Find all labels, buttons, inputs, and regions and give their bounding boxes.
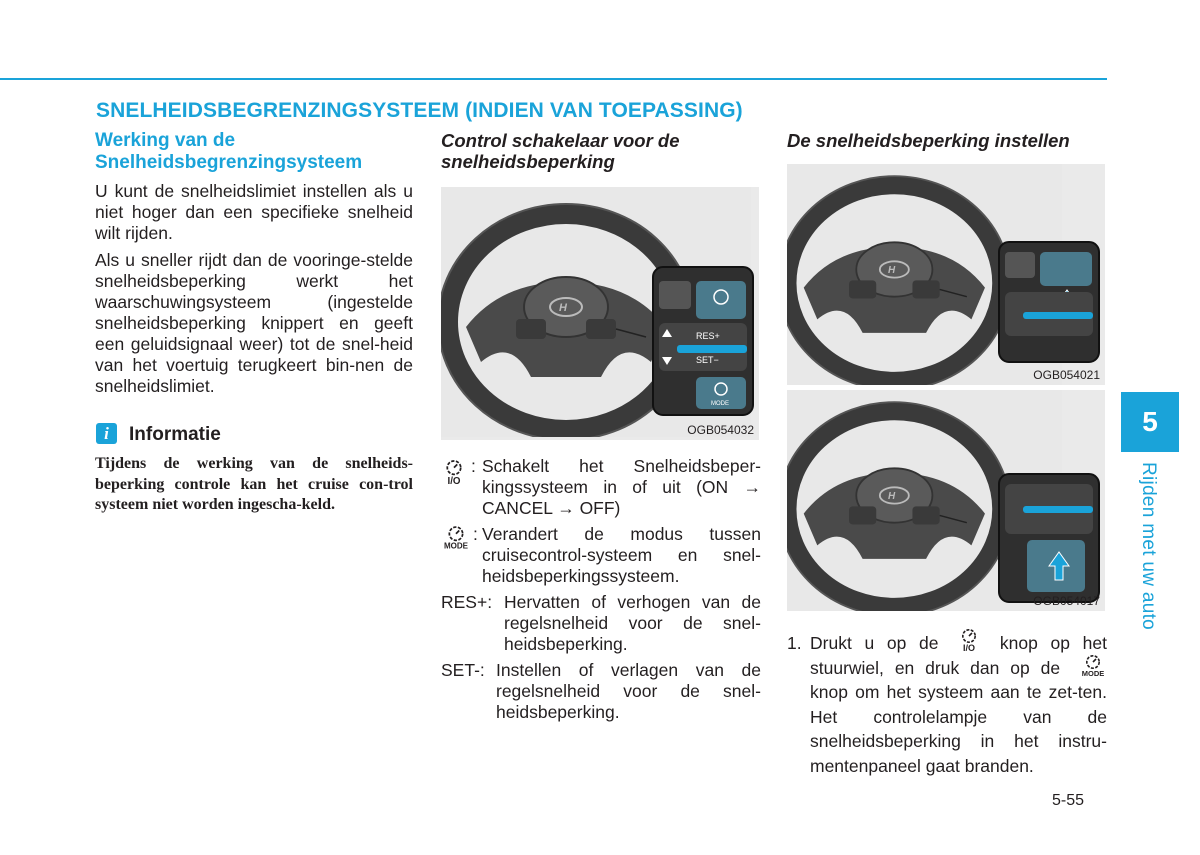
step-1 [787,631,1107,778]
definition-term: : [473,524,478,544]
definition-set [441,660,761,723]
top-rule [0,78,1107,80]
steering-wheel-illustration [787,164,1105,385]
definition-text: Instellen of verlagen van de regelsnelheid voor de snel-heidsbeperking. [496,660,761,722]
definition-res [441,592,761,655]
definition-term: : [471,456,476,476]
col3-heading: De snelheidsbeperking instellen [787,130,1070,151]
mode-icon [441,525,471,551]
chapter-tab: 5 [1121,392,1179,452]
steering-switch-figure [441,187,759,440]
step-text-part3: knop om het systeem aan te zet-ten. Het controlelampje van de snelheidsbeperking in het instru-mentenpaneel gaat branden. [810,682,1107,776]
speed-limiter-onoff-icon [441,457,467,487]
col1-heading: Werking van de Snelheidsbegrenzingsysteem [95,130,363,173]
step-number: 1. [787,633,802,653]
definition-term: RES+: [441,592,493,612]
info-header [95,422,413,448]
mode-label: MODE [711,401,729,407]
column-2 [441,130,761,723]
control-definitions [441,456,761,723]
info-text: Tijdens de werking van de snelheids-beperking controle kan het cruise con-trol systeem niet worden ingescha-keld. [95,455,413,513]
set-label: SET− [696,355,719,365]
setting-figure-2 [787,390,1105,611]
step-text-part1: Drukt u op de [810,633,939,653]
definition-term: SET-: [441,660,485,680]
res-label: RES+ [696,331,720,341]
info-title: Informatie [129,424,221,445]
step-text-part2: knop op het stuurwiel, en druk dan op de [810,633,1107,678]
col2-heading: Control schakelaar voor de snelheidsbeperking [441,130,680,172]
figure-code: OGB054032 [687,423,754,437]
info-icon: i [96,423,117,444]
figure-code: OGB054017 [1033,594,1100,608]
definition-limiter [441,456,761,519]
mode-icon [1079,654,1107,678]
speed-limiter-onoff-icon [957,625,981,655]
page-number: 5-55 [1052,792,1085,809]
col1-para2: Als u sneller rijdt dan de vooringe-stelde snelheidsbeperking werkt het waarschuwingsysteem (ingestelde snelheidsbeperking knippert en geeft een geluidsignaal weer) tot de snel-heid van het voertuig terugkeert bin-nen de snelheidslimiet. [95,250,413,396]
definition-text: Verandert de modus tussen cruisecontrol-systeem en snel-heidsbeperkingssysteem. [482,524,761,586]
section-title: SNELHEIDSBEGRENZINGSYSTEEM (INDIEN VAN TOEPASSING) [96,99,743,122]
steering-wheel-illustration [787,390,1105,611]
definition-mode [441,524,761,587]
definition-text: Hervatten of verhogen van de regelsnelheid voor de snel-heidsbeperking. [504,592,761,654]
col1-para1: U kunt de snelheidslimiet instellen als u niet hoger dan een specifieke snelheid wilt rijden. [95,181,413,243]
chapter-title: Rijden met uw auto [1138,462,1159,631]
column-1 [95,130,413,516]
steering-wheel-illustration [441,187,759,440]
definition-text: Schakelt het Snelheidsbeper-kingssysteem in of uit (ON → CANCEL → OFF) [482,456,761,518]
figure-code: OGB054021 [1033,368,1100,382]
setting-figure-1 [787,164,1105,385]
column-3 [787,130,1107,778]
